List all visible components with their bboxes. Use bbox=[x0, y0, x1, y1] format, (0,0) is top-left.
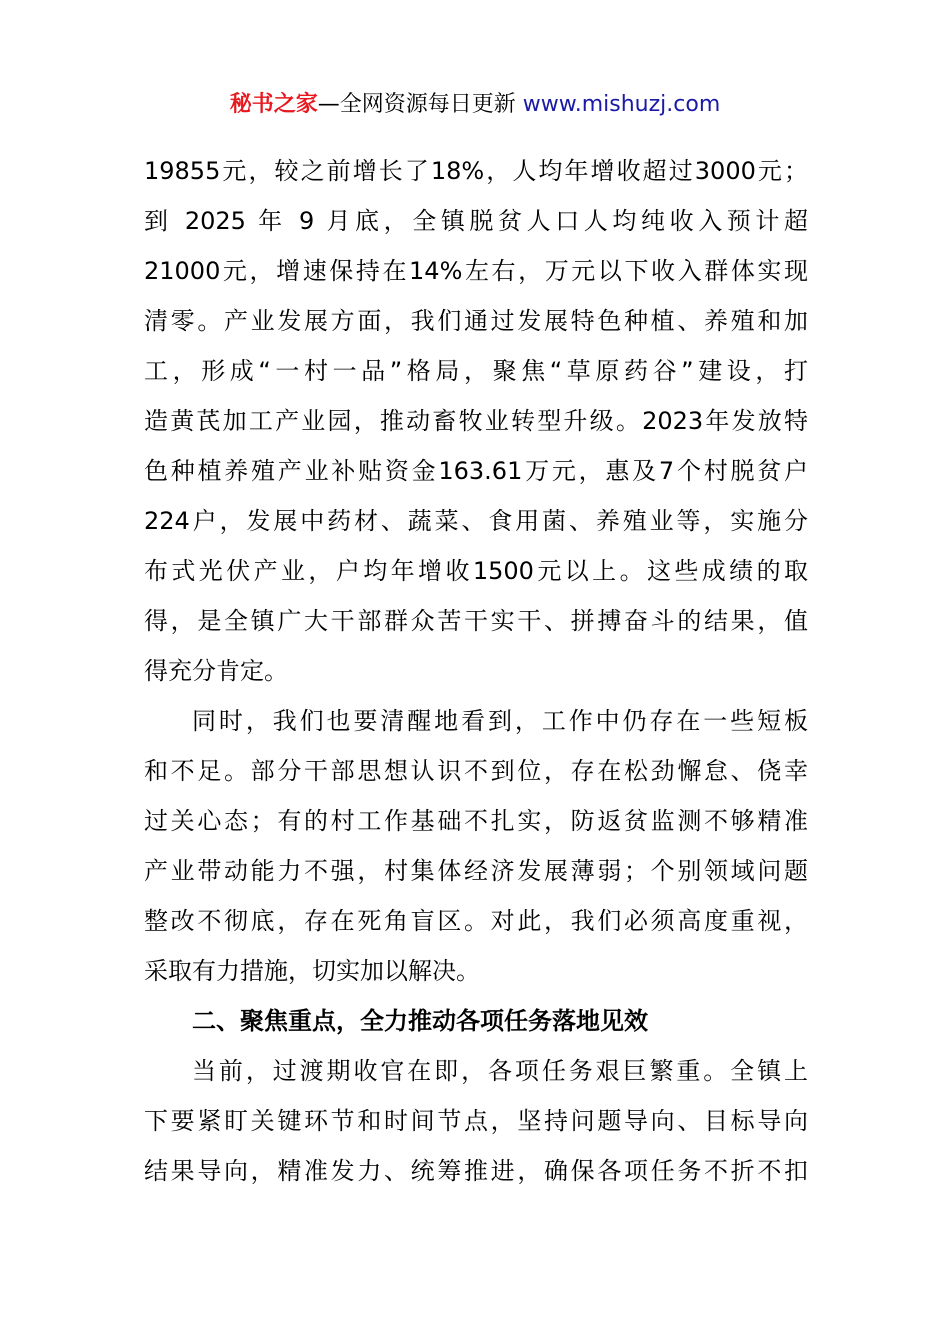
section-heading: 二、聚焦重点，全力推动各项任务落地见效 bbox=[192, 1007, 648, 1035]
text-line: 下要紧盯关键环节和时间节点，坚持问题导向、目标导向 bbox=[144, 1107, 808, 1135]
header-tagline: —全网资源每日更新 bbox=[317, 92, 516, 117]
text-line: 造黄芪加工产业园，推动畜牧业转型升级。2023年发放特 bbox=[144, 407, 808, 435]
paragraph-first-line: 同时，我们也要清醒地看到，工作中仍存在一些短板 bbox=[192, 707, 808, 735]
text-line: 布式光伏产业，户均年增收1500元以上。这些成绩的取 bbox=[144, 557, 808, 585]
text-line: 到 2025 年 9 月底，全镇脱贫人口人均纯收入预计超 bbox=[144, 207, 808, 235]
text-line: 清零。产业发展方面，我们通过发展特色种植、养殖和加 bbox=[144, 307, 808, 335]
document-body bbox=[144, 146, 808, 1196]
text-line: 过关心态；有的村工作基础不扎实，防返贫监测不够精准 bbox=[144, 807, 808, 835]
text-line: 19855元，较之前增长了18%，人均年增收超过3000元； bbox=[144, 157, 808, 185]
text-line: 21000元，增速保持在14%左右，万元以下收入群体实现 bbox=[144, 257, 808, 285]
text-line: 产业带动能力不强，村集体经济发展薄弱；个别领域问题 bbox=[144, 857, 808, 885]
text-line: 整改不彻底，存在死角盲区。对此，我们必须高度重视， bbox=[144, 907, 808, 935]
site-url-link[interactable]: www.mishuzj.com bbox=[522, 92, 721, 117]
text-line: 得，是全镇广大干部群众苦干实干、拼搏奋斗的结果，值 bbox=[144, 607, 808, 635]
text-line: 得充分肯定。 bbox=[144, 657, 288, 685]
text-line: 色种植养殖产业补贴资金163.61万元，惠及7个村脱贫户 bbox=[144, 457, 808, 485]
text-line: 224户，发展中药材、蔬菜、食用菌、养殖业等，实施分 bbox=[144, 507, 808, 535]
page-header bbox=[0, 88, 950, 122]
brand-name: 秘书之家 bbox=[229, 92, 318, 117]
text-line: 结果导向，精准发力、统筹推进，确保各项任务不折不扣 bbox=[144, 1157, 808, 1185]
paragraph-first-line: 当前，过渡期收官在即，各项任务艰巨繁重。全镇上 bbox=[192, 1057, 808, 1085]
text-line: 工，形成“一村一品”格局，聚焦“草原药谷”建设，打 bbox=[144, 357, 808, 385]
text-line: 采取有力措施，切实加以解决。 bbox=[144, 957, 480, 985]
text-line: 和不足。部分干部思想认识不到位，存在松劲懈怠、侥幸 bbox=[144, 757, 808, 785]
